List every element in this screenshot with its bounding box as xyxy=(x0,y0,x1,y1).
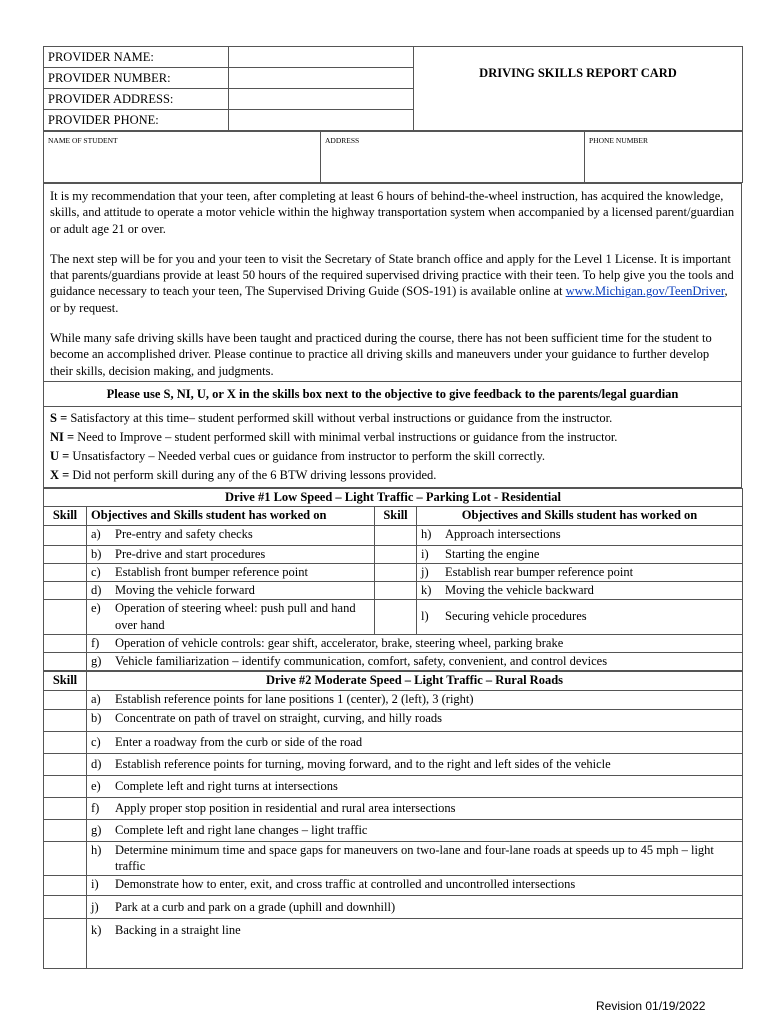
provider-phone-field[interactable] xyxy=(229,110,414,131)
feedback-instruction: Please use S, NI, U, or X in the skills box next to the objective to give feedback to the parents/legal guardian xyxy=(44,381,742,406)
drive1-objective: h) Approach intersections xyxy=(417,525,743,545)
provider-address-label: PROVIDER ADDRESS: xyxy=(44,89,229,110)
report-title: DRIVING SKILLS REPORT CARD xyxy=(414,47,743,131)
skill-box[interactable] xyxy=(44,841,87,875)
drive1-skill-header-right: Skill xyxy=(375,506,417,525)
skill-box[interactable] xyxy=(44,731,87,753)
student-phone-label: PHONE NUMBER xyxy=(589,136,648,145)
drive1-objectives-header-left: Objectives and Skills student has worked on xyxy=(87,506,375,525)
skill-box[interactable] xyxy=(375,599,417,634)
drive1-objective: f) Operation of vehicle controls: gear shift, accelerator, brake, steering wheel, parking brake xyxy=(87,634,743,652)
provider-phone-label: PROVIDER PHONE: xyxy=(44,110,229,131)
skill-box[interactable] xyxy=(44,709,87,731)
intro-paragraph-2-text: The next step will be for you and your teen to visit the Secretary of State branch office and apply for the Level 1 License. It is important that parents/guardians provide at least 50 hours of the required supervised driving practice with their teen. To help give you the tools and guidance necessary to teach your teen, The Supervised Driving Guide (SOS-191) is available online at xyxy=(50,251,734,299)
drive1-objective: l) Securing vehicle procedures xyxy=(417,599,743,634)
skill-box[interactable] xyxy=(44,753,87,775)
drive2-objective: h) Determine minimum time and space gaps for maneuvers on two-lane and four-lane roads at speeds up to 45 mph – light traffic xyxy=(87,841,743,875)
drive2-objective: c) Enter a roadway from the curb or side of the road xyxy=(87,731,743,753)
drive2-objective: a) Establish reference points for lane positions 1 (center), 2 (left), 3 (right) xyxy=(87,690,743,709)
drive1-objective: i) Starting the engine xyxy=(417,545,743,563)
drive1-title: Drive #1 Low Speed – Light Traffic – Parking Lot - Residential xyxy=(44,488,743,506)
student-address-field[interactable] xyxy=(321,132,585,183)
skill-box[interactable] xyxy=(44,545,87,563)
student-name-label: NAME OF STUDENT xyxy=(48,136,118,145)
skill-box[interactable] xyxy=(44,634,87,652)
provider-number-field[interactable] xyxy=(229,68,414,89)
intro-paragraph-2 xyxy=(50,251,735,316)
drive1-table xyxy=(43,488,743,671)
provider-header-table xyxy=(43,46,743,131)
intro-paragraph-2-tail: , or by request. xyxy=(50,284,728,315)
student-info-table xyxy=(43,131,743,183)
drive2-objective: k) Backing in a straight line xyxy=(87,918,743,968)
skill-box[interactable] xyxy=(375,545,417,563)
drive2-objective: f) Apply proper stop position in residential and rural area intersections xyxy=(87,797,743,819)
drive1-objective: c) Establish front bumper reference point xyxy=(87,563,375,581)
legend-item-s: S = Satisfactory at this time– student performed skill without verbal instructions or guidance from the instructor. xyxy=(50,410,613,425)
drive1-objectives-header-right: Objectives and Skills student has worked on xyxy=(417,506,743,525)
provider-name-label: PROVIDER NAME: xyxy=(44,47,229,68)
skill-box[interactable] xyxy=(44,797,87,819)
skill-box[interactable] xyxy=(375,525,417,545)
drive1-objective: e) Operation of steering wheel: push pull and hand over hand xyxy=(87,599,375,634)
legend-item-ni: NI = Need to Improve – student performed skill with minimal verbal instructions or guidance from the instructor. xyxy=(50,429,618,444)
skill-box[interactable] xyxy=(44,581,87,599)
drive2-objective: j) Park at a curb and park on a grade (uphill and downhill) xyxy=(87,895,743,918)
drive1-objective: a) Pre-entry and safety checks xyxy=(87,525,375,545)
skill-box[interactable] xyxy=(44,652,87,670)
skill-box[interactable] xyxy=(44,819,87,841)
drive2-skill-header: Skill xyxy=(44,671,87,690)
student-address-label: ADDRESS xyxy=(325,136,360,145)
drive1-objective: d) Moving the vehicle forward xyxy=(87,581,375,599)
teen-driver-link[interactable]: www.Michigan.gov/TeenDriver xyxy=(565,284,725,299)
skill-box[interactable] xyxy=(44,875,87,895)
drive2-objective: g) Complete left and right lane changes – light traffic xyxy=(87,819,743,841)
revision-date: Revision 01/19/2022 xyxy=(596,999,706,1013)
drive1-objective: j) Establish rear bumper reference point xyxy=(417,563,743,581)
drive1-objective: b) Pre-drive and start procedures xyxy=(87,545,375,563)
report-card-document xyxy=(43,46,742,969)
intro-paragraph-1: It is my recommendation that your teen, after completing at least 6 hours of behind-the-wheel instruction, has acquired the knowledge, skills, and attitude to operate a motor vehicle within the highway transportation system when accompanied by a licensed parent/guardian or adult age 21 or over. xyxy=(50,189,735,236)
skill-box[interactable] xyxy=(44,599,87,634)
drive2-table xyxy=(43,671,743,969)
drive2-objective: b) Concentrate on path of travel on straight, curving, and hilly roads xyxy=(87,709,743,731)
skill-box[interactable] xyxy=(375,563,417,581)
skill-box[interactable] xyxy=(44,895,87,918)
drive1-objective: g) Vehicle familiarization – identify communication, comfort, safety, convenient, and control devices xyxy=(87,652,743,670)
skill-box[interactable] xyxy=(44,563,87,581)
drive2-title: Drive #2 Moderate Speed – Light Traffic – Rural Roads xyxy=(87,671,743,690)
provider-number-label: PROVIDER NUMBER: xyxy=(44,68,229,89)
intro-cell xyxy=(44,184,742,382)
skill-box[interactable] xyxy=(44,775,87,797)
drive2-objective: d) Establish reference points for turning, moving forward, and to the right and left sides of the vehicle xyxy=(87,753,743,775)
skill-box[interactable] xyxy=(44,690,87,709)
skill-box[interactable] xyxy=(44,918,87,968)
legend-item-x: X = Did not perform skill during any of the 6 BTW driving lessons provided. xyxy=(50,467,437,482)
legend-item-u: U = Unsatisfactory – Needed verbal cues or guidance from instructor to perform the skill correctly. xyxy=(50,448,546,463)
student-phone-field[interactable] xyxy=(585,132,743,183)
provider-name-field[interactable] xyxy=(229,47,414,68)
provider-address-field[interactable] xyxy=(229,89,414,110)
drive1-skill-header-left: Skill xyxy=(44,506,87,525)
intro-paragraph-3: While many safe driving skills have been taught and practiced during the course, there has not been sufficient time for the student to become an accomplished driver. Please continue to practice all driving skills and maneuvers under your guidance to further develop their skills, decision making, and judgments. xyxy=(50,331,712,378)
rating-legend xyxy=(44,406,742,487)
drive1-objective: k) Moving the vehicle backward xyxy=(417,581,743,599)
student-name-field[interactable] xyxy=(44,132,321,183)
skill-box[interactable] xyxy=(375,581,417,599)
drive2-objective: e) Complete left and right turns at intersections xyxy=(87,775,743,797)
skill-box[interactable] xyxy=(44,525,87,545)
drive2-objective: i) Demonstrate how to enter, exit, and cross traffic at controlled and uncontrolled intersections xyxy=(87,875,743,895)
intro-table xyxy=(43,183,742,488)
